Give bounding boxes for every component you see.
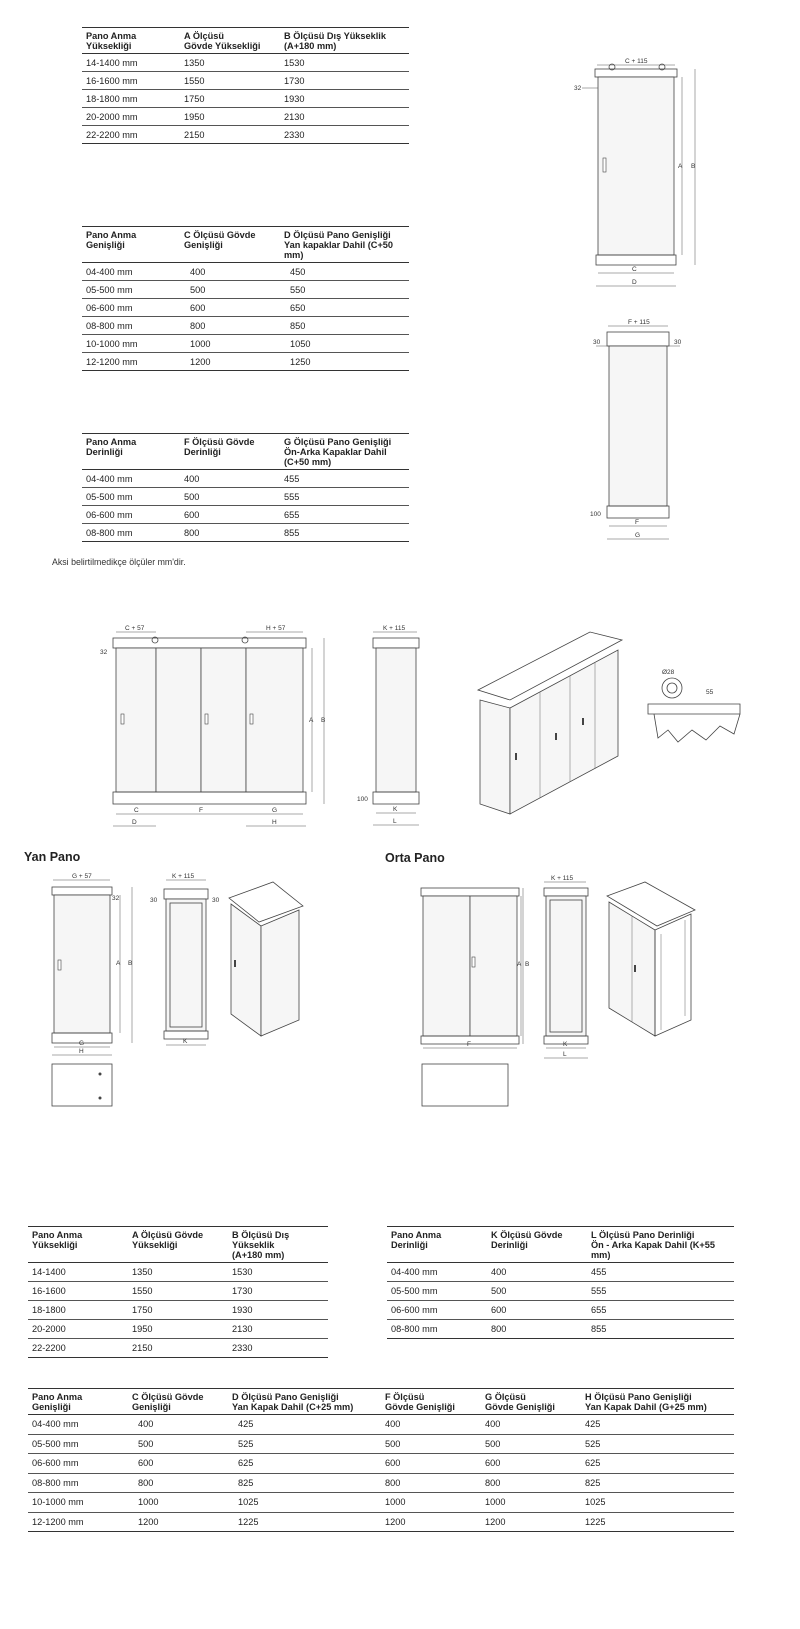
side-view-drawing (588, 318, 698, 543)
table-row (28, 1282, 328, 1301)
yan-pano-top-view (50, 1062, 115, 1110)
dim-30-left: 30 (150, 897, 158, 904)
table-cell: 1225 (581, 1512, 734, 1532)
table-cell: 555 (587, 1282, 734, 1301)
yan-pano-side-drawing (148, 875, 228, 1050)
section-title-orta-pano: Orta Pano (385, 851, 445, 865)
table-row (28, 1320, 328, 1339)
table-cell: 500 (180, 281, 280, 299)
table-row (28, 1493, 734, 1513)
table-cell: 1730 (228, 1282, 328, 1301)
dim-k: K (563, 1041, 568, 1048)
table-cell: 500 (180, 488, 280, 506)
table-cell: 1350 (128, 1263, 228, 1282)
col-nominal-height: Pano Anma Yüksekliği (28, 1227, 128, 1263)
table-cell: 18-1800 (28, 1301, 128, 1320)
dim-c: C (632, 266, 637, 273)
table-header-row (82, 28, 409, 54)
dim-32: 32 (100, 649, 108, 656)
col-a-dimension: A Ölçüsü Gövde Yüksekliği (128, 1227, 228, 1263)
table-cell: 08-800 mm (82, 317, 180, 335)
dim-a: A (116, 960, 121, 967)
dim-c115: C + 115 (625, 58, 648, 65)
dim-f: F (467, 1041, 471, 1048)
table-cell: 400 (180, 263, 280, 281)
dim-a: A (309, 717, 314, 724)
table-cell: 06-600 mm (387, 1301, 487, 1320)
table-row (28, 1415, 734, 1435)
table-cell: 06-600 mm (82, 506, 180, 524)
col-g-dimension: G Ölçüsü Gövde Genişliği (481, 1389, 581, 1415)
table-row (28, 1473, 734, 1493)
dim-a: A (517, 961, 522, 968)
dim-h: H (272, 819, 277, 826)
table-cell: 1950 (128, 1320, 228, 1339)
orta-pano-front-drawing (415, 882, 530, 1052)
dim-g: G (79, 1040, 85, 1047)
col-b-dimension: B Ölçüsü Dış Yükseklik (A+180 mm) (280, 28, 409, 54)
table-cell: 20-2000 (28, 1320, 128, 1339)
table-row (82, 263, 409, 281)
dim-30-left: 30 (593, 339, 601, 346)
isometric-cabinet-drawing (470, 628, 630, 818)
dim-b: B (128, 960, 133, 967)
table-cell: 800 (487, 1320, 587, 1339)
height-table (82, 27, 409, 144)
table-cell: 1930 (228, 1301, 328, 1320)
col-a-dimension: A Ölçüsü Gövde Yüksekliği (180, 28, 280, 54)
table-cell: 655 (280, 506, 409, 524)
dim-f: F (635, 519, 639, 526)
table-cell: 05-500 mm (387, 1282, 487, 1301)
col-k-dimension: K Ölçüsü Gövde Derinliği (487, 1227, 587, 1263)
col-d-dimension: D Ölçüsü Pano Genişliği Yan Kapak Dahil (C+25 mm) (228, 1389, 381, 1415)
table-cell: 800 (481, 1473, 581, 1493)
col-f-dimension: F Ölçüsü Gövde Derinliği (180, 434, 280, 470)
table-cell: 400 (180, 470, 280, 488)
table-cell: 2150 (180, 126, 280, 144)
orta-pano-isometric-drawing (605, 880, 700, 1040)
table-cell: 455 (587, 1263, 734, 1282)
dim-d28: Ø28 (662, 669, 675, 676)
depth-table-2 (387, 1226, 734, 1339)
dim-100: 100 (590, 511, 601, 518)
table-cell: 1950 (180, 108, 280, 126)
table-cell: 500 (128, 1434, 228, 1454)
table-cell: 500 (481, 1434, 581, 1454)
dim-a: A (678, 163, 683, 170)
col-b-dimension: B Ölçüsü Dış Yükseklik (A+180 mm) (228, 1227, 328, 1263)
table-cell: 1000 (180, 335, 280, 353)
depth-table (82, 433, 409, 542)
col-f-dimension: F Ölçüsü Gövde Genişliği (381, 1389, 481, 1415)
table-cell: 400 (381, 1415, 481, 1435)
height-table-2 (28, 1226, 328, 1358)
table-cell: 500 (381, 1434, 481, 1454)
table-cell: 1350 (180, 54, 280, 72)
table-header-row (28, 1389, 734, 1415)
table-cell: 800 (128, 1473, 228, 1493)
table-cell: 1530 (228, 1263, 328, 1282)
table-row (28, 1434, 734, 1454)
table-cell: 1550 (180, 72, 280, 90)
table-row (387, 1263, 734, 1282)
dim-g57: G + 57 (72, 873, 92, 880)
table-cell: 05-500 mm (28, 1434, 128, 1454)
table-cell: 1200 (180, 353, 280, 371)
table-header-row (387, 1227, 734, 1263)
table-cell: 550 (280, 281, 409, 299)
table-cell: 455 (280, 470, 409, 488)
dim-d: D (632, 279, 637, 286)
table-row (82, 90, 409, 108)
orta-pano-side-drawing (540, 876, 600, 1062)
col-nominal-height: Pano Anma Yüksekliği (82, 28, 180, 54)
table-cell: 22-2200 mm (82, 126, 180, 144)
dim-f: F (199, 807, 203, 814)
yan-pano-front-drawing (40, 875, 140, 1055)
table-row (82, 126, 409, 144)
table-cell: 500 (487, 1282, 587, 1301)
table-cell: 600 (481, 1454, 581, 1474)
table-cell: 1225 (228, 1512, 381, 1532)
dim-b: B (525, 961, 530, 968)
table-row (82, 281, 409, 299)
table-row (82, 108, 409, 126)
table-cell: 04-400 mm (82, 263, 180, 281)
lifting-eye-detail (644, 660, 744, 750)
table-cell: 16-1600 (28, 1282, 128, 1301)
front-view-drawing (570, 55, 710, 290)
table-cell: 625 (228, 1454, 381, 1474)
table-row (28, 1512, 734, 1532)
dim-30-right: 30 (212, 897, 220, 904)
table-cell: 2150 (128, 1339, 228, 1358)
table-cell: 1200 (381, 1512, 481, 1532)
col-nominal-depth: Pano Anma Derinliği (82, 434, 180, 470)
table-cell: 855 (280, 524, 409, 542)
table-cell: 1000 (481, 1493, 581, 1513)
table-cell: 825 (581, 1473, 734, 1493)
col-d-dimension: D Ölçüsü Pano Genişliği Yan kapaklar Dahil (C+50 mm) (280, 227, 409, 263)
table-row (387, 1282, 734, 1301)
dim-h: H (79, 1048, 84, 1055)
table-row (28, 1454, 734, 1474)
multi-panel-front-drawing (98, 622, 338, 832)
dim-32: 32 (574, 85, 582, 92)
table-cell: 08-800 mm (82, 524, 180, 542)
dim-32: 32 (112, 895, 120, 902)
table-cell: 600 (381, 1454, 481, 1474)
door-handle-icon (250, 714, 253, 724)
yan-pano-isometric-drawing (225, 880, 310, 1040)
table-cell: 06-600 mm (82, 299, 180, 317)
table-cell: 1000 (381, 1493, 481, 1513)
table-row (82, 524, 409, 542)
table-cell: 08-800 mm (28, 1473, 128, 1493)
table-cell: 14-1400 mm (82, 54, 180, 72)
table-cell: 16-1600 mm (82, 72, 180, 90)
table-row (387, 1301, 734, 1320)
table-header-row (82, 434, 409, 470)
table-cell: 800 (381, 1473, 481, 1493)
dim-b: B (691, 163, 696, 170)
door-handle-icon (603, 158, 606, 172)
col-c-dimension: C Ölçüsü Gövde Genişliği (180, 227, 280, 263)
table-row (82, 353, 409, 371)
table-cell: 655 (587, 1301, 734, 1320)
dim-c: C (134, 807, 139, 814)
table-cell: 2330 (280, 126, 409, 144)
dim-f115: F + 115 (628, 319, 650, 326)
table-cell: 2330 (228, 1339, 328, 1358)
table-cell: 400 (481, 1415, 581, 1435)
table-row (387, 1320, 734, 1339)
table-row (82, 506, 409, 524)
door-handle-icon (205, 714, 208, 724)
table-cell: 1025 (228, 1493, 381, 1513)
orta-pano-top-view (420, 1062, 510, 1110)
table-cell: 1050 (280, 335, 409, 353)
table-cell: 04-400 mm (28, 1415, 128, 1435)
table-cell: 400 (487, 1263, 587, 1282)
table-cell: 1730 (280, 72, 409, 90)
table-cell: 12-1200 mm (82, 353, 180, 371)
table-cell: 1250 (280, 353, 409, 371)
table-cell: 650 (280, 299, 409, 317)
table-cell: 525 (581, 1434, 734, 1454)
table-row (82, 54, 409, 72)
table-header-row (82, 227, 409, 263)
dim-g: G (272, 807, 278, 814)
table-cell: 525 (228, 1434, 381, 1454)
table-cell: 600 (180, 299, 280, 317)
table-cell: 1025 (581, 1493, 734, 1513)
table-cell: 400 (128, 1415, 228, 1435)
dim-l: L (393, 818, 397, 825)
table-cell: 05-500 mm (82, 488, 180, 506)
table-cell: 04-400 mm (387, 1263, 487, 1282)
dim-l: L (563, 1051, 567, 1058)
dim-k: K (183, 1038, 188, 1045)
dim-c57: C + 57 (125, 625, 145, 632)
width-table (82, 226, 409, 371)
width-table-2 (28, 1388, 734, 1532)
col-nominal-width: Pano Anma Genişliği (28, 1389, 128, 1415)
table-cell: 850 (280, 317, 409, 335)
table-cell: 05-500 mm (82, 281, 180, 299)
table-cell: 1200 (481, 1512, 581, 1532)
table-cell: 1200 (128, 1512, 228, 1532)
dim-k115: K + 115 (551, 875, 574, 882)
table-cell: 20-2000 mm (82, 108, 180, 126)
col-g-dimension: G Ölçüsü Pano Genişliği Ön-Arka Kapaklar Dahil (C+50 mm) (280, 434, 409, 470)
table-cell: 1550 (128, 1282, 228, 1301)
dim-100: 100 (357, 796, 368, 803)
table-row (82, 72, 409, 90)
col-h-dimension: H Ölçüsü Pano Genişliği Yan Kapak Dahil (G+25 mm) (581, 1389, 734, 1415)
col-c-dimension: C Ölçüsü Gövde Genişliği (128, 1389, 228, 1415)
table-cell: 10-1000 mm (28, 1493, 128, 1513)
table-cell: 18-1800 mm (82, 90, 180, 108)
table-cell: 2130 (228, 1320, 328, 1339)
table-row (28, 1339, 328, 1358)
table-cell: 600 (487, 1301, 587, 1320)
table-cell: 425 (228, 1415, 381, 1435)
multi-panel-side-drawing (355, 626, 430, 831)
table-cell: 855 (587, 1320, 734, 1339)
table-cell: 1000 (128, 1493, 228, 1513)
dim-b: B (321, 717, 326, 724)
units-note: Aksi belirtilmedikçe ölçüler mm'dir. (52, 557, 186, 567)
table-row (82, 335, 409, 353)
table-row (82, 299, 409, 317)
table-cell: 1930 (280, 90, 409, 108)
table-row (28, 1301, 328, 1320)
dim-55: 55 (706, 689, 714, 696)
dim-g: G (635, 532, 641, 539)
table-cell: 600 (128, 1454, 228, 1474)
table-cell: 600 (180, 506, 280, 524)
door-handle-icon (121, 714, 124, 724)
table-row (82, 488, 409, 506)
table-cell: 800 (180, 317, 280, 335)
table-row (82, 470, 409, 488)
table-header-row (28, 1227, 328, 1263)
dim-30-right: 30 (674, 339, 682, 346)
table-cell: 825 (228, 1473, 381, 1493)
table-cell: 06-600 mm (28, 1454, 128, 1474)
dim-d: D (132, 819, 137, 826)
table-cell: 1750 (180, 90, 280, 108)
door-handle-icon (58, 960, 61, 970)
dim-k115: K + 115 (383, 625, 406, 632)
col-l-dimension: L Ölçüsü Pano Derinliği Ön - Arka Kapak Dahil (K+55 mm) (587, 1227, 734, 1263)
table-cell: 450 (280, 263, 409, 281)
table-row (28, 1263, 328, 1282)
door-handle-icon (472, 957, 475, 967)
dim-h57: H + 57 (266, 625, 286, 632)
col-nominal-depth: Pano Anma Derinliği (387, 1227, 487, 1263)
table-cell: 1750 (128, 1301, 228, 1320)
table-cell: 12-1200 mm (28, 1512, 128, 1532)
dim-k: K (393, 806, 398, 813)
table-cell: 425 (581, 1415, 734, 1435)
table-cell: 22-2200 (28, 1339, 128, 1358)
dim-k115: K + 115 (172, 873, 195, 880)
col-nominal-width: Pano Anma Genişliği (82, 227, 180, 263)
table-cell: 08-800 mm (387, 1320, 487, 1339)
table-cell: 14-1400 (28, 1263, 128, 1282)
section-title-yan-pano: Yan Pano (24, 850, 81, 864)
table-cell: 2130 (280, 108, 409, 126)
table-cell: 04-400 mm (82, 470, 180, 488)
table-cell: 625 (581, 1454, 734, 1474)
table-cell: 555 (280, 488, 409, 506)
table-cell: 1530 (280, 54, 409, 72)
table-cell: 800 (180, 524, 280, 542)
table-row (82, 317, 409, 335)
table-cell: 10-1000 mm (82, 335, 180, 353)
